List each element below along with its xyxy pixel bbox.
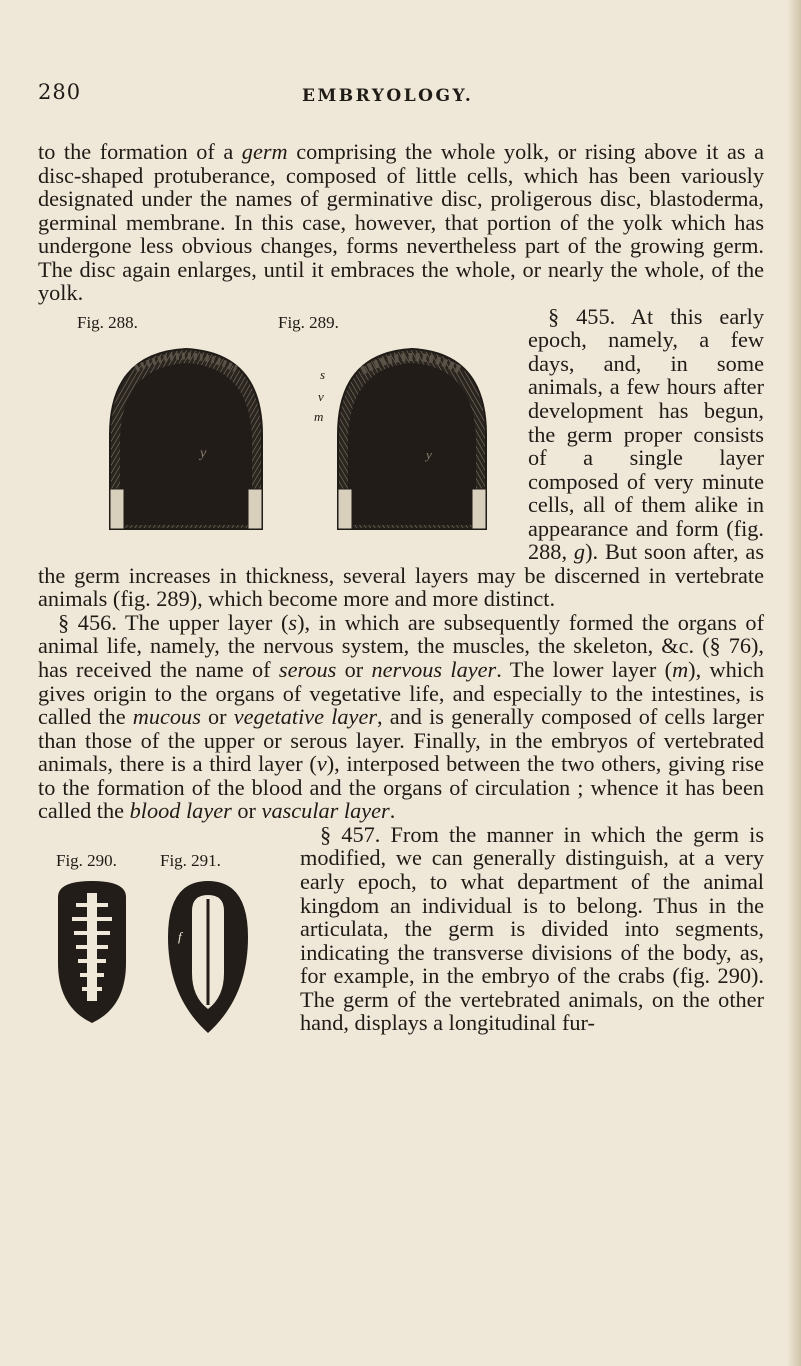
fig-289-letter-y: y	[426, 446, 432, 462]
page-edge	[787, 0, 801, 1366]
page-number: 280	[38, 80, 82, 104]
fig-289-letter-s: s	[320, 366, 326, 382]
paragraph-457: Fig. 290. Fig. 291. f § 457. From the manner in which the germ is modified, we can generally distinguish, at a very early epoch, to what department of the animal kingdom an individual is to belong. Thus in the articulata, the germ is divided into segments, indicating the transverse divisions of the body, as, for example, in the embryo of the crabs (fig. 290). The germ of the vertebrated animals, on the other hand, displays a longitudinal fur-	[38, 823, 764, 1035]
figures-288-289	[36, 309, 518, 541]
fig-288-letter-y: y	[200, 445, 207, 461]
fig-289-illustration	[312, 339, 502, 535]
fig-288-illustration	[96, 339, 276, 535]
body-text	[38, 140, 764, 1057]
running-head: EMBRYOLOGY.	[302, 86, 474, 106]
fig-289-letter-m: m	[314, 408, 324, 424]
paragraph-455: Fig. 288. Fig. 289. y s v m y § 455. At this early epoch, namely, a few days, and, in some animals, a few hours after development has begun, the germ proper consists of a single layer composed of very minute cells, all of them alike in appearance and form (fig. 288, g). But soon after, as the germ increases in thickness, several layers may be discerned in vertebrate animals (fig. 289), which become more and more distinct.	[38, 303, 765, 612]
fig-291-illustration	[158, 877, 258, 1037]
fig-291-letter-f: f	[178, 928, 182, 944]
fig-289-letter-v: v	[318, 388, 324, 404]
paragraph-456: § 456. The upper layer (s), in which are subsequently formed the organs of animal life, namely, the nervous system, the muscles, the skeleton, &c. (§ 76), has received the name of serous or nervous layer. The lower layer (m), which gives origin to the organs of vegetative life, and especially to the intestines, is called the mucous or vegetative layer, and is generally composed of cells larger than those of the upper or serous layer. Finally, in the embryos of vertebrated animals, there is a third layer (v), interposed between the two others, giving rise to the formation of the blood and the organs of circulation ; whence it has been called the blood layer or vascular layer.	[38, 609, 764, 824]
fig-288-caption: Fig. 288.	[77, 312, 138, 332]
fig-290-caption: Fig. 290.	[56, 850, 117, 870]
figures-290-291	[34, 825, 288, 1057]
fig-290-illustration	[50, 877, 134, 1027]
paragraph: to the formation of a germ comprising the whole yolk, or rising above it as a disc-shaped protuberance, composed of little cells, which has been variously designated under the names of germinative disc, proligerous disc, blastoderma, germinal membrane. In this case, however, that portion of the yolk which has undergone less obvious changes, forms nevertheless part of the growing germ. The disc again enlarges, until it embraces the whole, or nearly the whole, of the yolk.	[38, 139, 764, 306]
fig-291-caption: Fig. 291.	[160, 850, 221, 870]
fig-289-caption: Fig. 289.	[278, 312, 339, 332]
